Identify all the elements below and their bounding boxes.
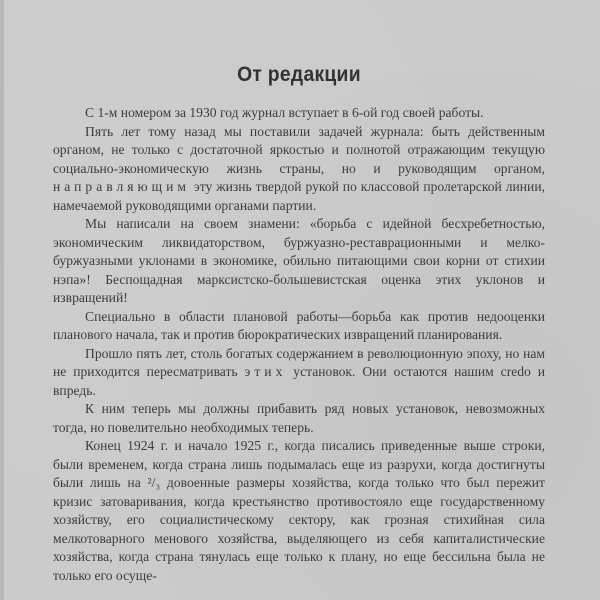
page-edge-shadow (0, 0, 4, 600)
paragraph-7: Конец 1924 г. и начало 1925 г., когда писались приведенные выше строки, были временем, когда страна лишь подымалась еще из разрухи, когда достигнуты были лишь на ²/₃ довоенные размеры хозяйства, когда только что был пережит кризис затоваривания, когда крестьянство противостояло еще государственному хозяйству, его социалистическому сектору, как грозная стихийная сила мелкотоварного менового хозяйства, выделяющего из себя капиталистические хозяйства, когда страна тянулась еще только к плану, но еще бессильна была не только его осуще- (53, 438, 545, 583)
paragraph-2-tail: эту жизнь твердой рукой по классовой пролетарской линии, намечаемой руководящими органами партии. (53, 179, 545, 213)
paragraph-1: С 1-м номером за 1930 год журнал вступает в 6-ой год своей работы. (85, 105, 484, 120)
paragraph-2 (53, 123, 545, 216)
paragraph-6: К ним теперь мы должны прибавить ряд новых установок, невозможных тогда, но повелительно необходимых теперь. (53, 401, 545, 435)
article-title: От редакции (237, 63, 361, 86)
editorial-article (53, 62, 545, 585)
paragraph-5-text: Прошло пять лет, столь богатых содержанием в революционную эпоху, но нам не приходится пересматривать (53, 345, 545, 379)
spaced-emphasis-word: направляющим (53, 179, 191, 194)
paragraph-4: Специально в области плановой работы—борьба как против недооценки планового начала, так и против бюрократических извращений планирования. (53, 308, 545, 342)
paragraph-5 (53, 345, 545, 401)
spaced-emphasis-word: этих (244, 364, 287, 379)
paragraph-3: Мы написали на своем знамени: «борьба с идейной бесхребетностью, экономическим ликвидаторством, буржуазно-реставрационными и мелко-буржуазными уклонами в экономике, обильно питающими свои корни от стихии нэпа»! Беспощадная марксистско-большевистская оценка этих уклонов и извращений! (53, 216, 545, 305)
paragraph-2-text: Пять лет тому назад мы поставили задачей журнала: быть действенным органом, не только с достаточной яркостью и полнотой отражающим текущую социально-экономическую жизнь страны, но и руководящим органом, (53, 123, 545, 176)
paragraph-5-tail: установок. Они остаются нашим credo и впредь. (53, 364, 546, 398)
